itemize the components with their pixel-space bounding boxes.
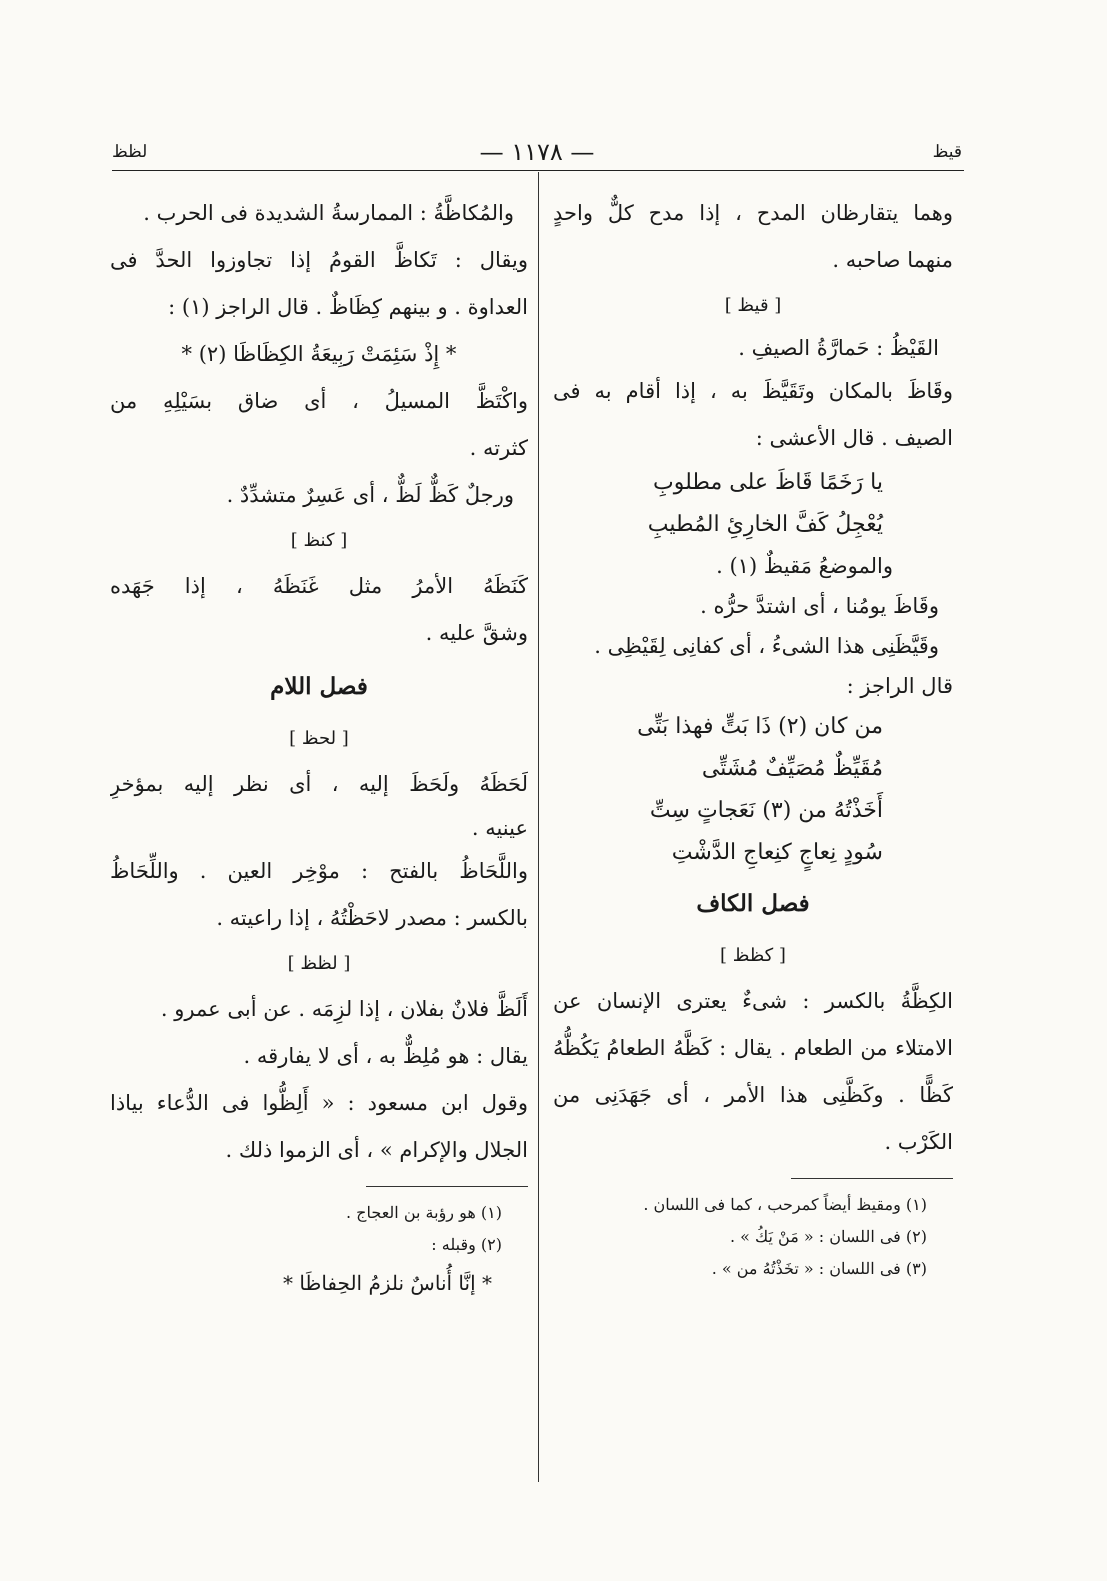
entry-heading: [ كظظ ] xyxy=(720,945,786,966)
header-left-word: لظظ xyxy=(112,142,148,162)
text-line: واللَّحَاظُ بالفتح : موْخِر العين . واللِّحَاظُ xyxy=(110,859,528,883)
text-line: الجلال والإكرام » ، أى الزموا ذلك . xyxy=(225,1138,528,1162)
verse-line: من كان (٢) ذَا بَتٍّ فهذا بَتِّى xyxy=(637,714,883,739)
entry-heading: [ قيظ ] xyxy=(724,295,782,316)
entry-heading: [ لظظ ] xyxy=(287,953,351,974)
text-line: وقَاظَ بالمكان وتَقَيَّظَ به ، إذا أقام به فى xyxy=(553,379,953,403)
text-line: كثرته . xyxy=(469,436,528,460)
left-column xyxy=(110,190,528,1305)
text-line: الكَرْب . xyxy=(884,1130,953,1154)
text-line: وقَيَّظَنِى هذا الشىءُ ، أى كفانِى لِقَيْظِى . xyxy=(594,634,939,658)
text-line: بالكسر : مصدر لاحَظْتُهُ ، إذا راعيته . xyxy=(216,906,528,930)
page-header xyxy=(112,138,962,170)
text-line: الكِظَّةُ بالكسر : شىءٌ يعترى الإنسان عن xyxy=(553,989,953,1013)
text-line: كَظًّا . وكَظَّنِى هذا الأمر ، أى جَهَدَنِى من xyxy=(553,1083,953,1107)
footnote: (١) هو رؤبة بن العجاج . xyxy=(346,1203,502,1222)
text-line: ورجلٌ كَظٌّ لَظٌّ ، أى عَسِرٌ متشدِّدٌ . xyxy=(226,483,514,507)
text-line: ويقال : تَكاظَّ القومُ إذا تجاوزوا الحدَّ فى xyxy=(110,248,528,272)
text-line: وقَاظَ يومُنا ، أى اشتدَّ حرُّه . xyxy=(700,594,939,618)
page-number: — ١١٧٨ — xyxy=(479,138,595,166)
text-line: القَيْظُ : حَمارَّةُ الصيفِ . xyxy=(738,336,939,360)
text-line: لَحَظَهُ ولَحَظَ إليه ، أى نظر إليه بمؤخرِ xyxy=(110,772,528,796)
header-rule xyxy=(112,170,964,171)
text-line: والمُكاظَّةُ : الممارسةُ الشديدة فى الحرب . xyxy=(143,201,514,225)
footnote: (٢) فى اللسان : « مَنْ يَكُ » . xyxy=(729,1227,927,1246)
right-column xyxy=(553,190,953,1285)
verse-line: يُعْجِلُ كَفَّ الخارِئِ المُطيبِ xyxy=(647,512,883,537)
section-title: فصل اللام xyxy=(270,673,368,700)
header-right-word: قيظ xyxy=(932,142,962,162)
verse-line: يا رَخَمًا قَاظَ على مطلوبِ xyxy=(653,470,883,495)
entry-heading: [ كنظ ] xyxy=(290,530,348,551)
footnote: (٢) وقبله : xyxy=(431,1235,502,1254)
text-line: الصيف . قال الأعشى : xyxy=(755,426,953,450)
text-line: الامتلاء من الطعام . يقال : كَظَّهُ الطعامُ يَكُظُّهُ xyxy=(553,1036,953,1060)
text-line: وقول ابن مسعود : « أَلِظُّوا فى الدُّعاء بياذا xyxy=(110,1091,528,1115)
footnote-rule xyxy=(366,1186,528,1187)
text-line: يقال : هو مُلِظٌّ به ، أى لا يفارقه . xyxy=(243,1044,528,1068)
text-line: أَلَظَّ فلانٌ بفلان ، إذا لزِمَه . عن أبى عمرو . xyxy=(160,997,528,1021)
entry-heading: [ لحظ ] xyxy=(289,728,349,749)
verse-line: مُقَيِّظٌ مُصَيِّفٌ مُشَتِّى xyxy=(701,756,883,781)
footnote-rule xyxy=(791,1178,953,1179)
verse-line: أَخَذْتُهُ من (٣) نَعَجاتٍ سِتِّ xyxy=(649,798,883,823)
section-title: فصل الكاف xyxy=(696,890,810,917)
column-divider xyxy=(538,172,539,1482)
text-line: العداوة . و بينهم كِظَاظٌ . قال الراجز (١) : xyxy=(168,295,528,319)
text-line: وهما يتقارظان المدح ، إذا مدح كلٌّ واحدٍ xyxy=(553,201,953,225)
text-line: واكْتَظَّ المسيلُ ، أى ضاق بسَيْلِهِ من xyxy=(110,389,528,413)
verse-line: * إِذْ سَئِمَتْ رَبِيعَةُ الكِظَاظَا (٢) * xyxy=(181,342,457,366)
footnote-verse: * إنَّا أُناسٌ نلزمُ الحِفاظَا * xyxy=(282,1271,492,1295)
text-line: عينيه . xyxy=(471,816,528,840)
text-line: وشقَّ عليه . xyxy=(425,621,528,645)
text-line: والموضعُ مَقيظٌ (١) . xyxy=(716,554,893,578)
footnote: (١) ومقيظ أيضاً كمرحب ، كما فى اللسان . xyxy=(643,1195,927,1214)
text-line: كَنَظَهُ الأمرُ مثل غَنَظَهُ ، إذا جَهَده xyxy=(110,574,528,598)
footnote: (٣) فى اللسان : « تخَذْتُهُ من » . xyxy=(711,1259,927,1278)
verse-line: سُودٍ نِعاجٍ كنِعاجِ الدَّشْتِ xyxy=(671,840,883,865)
text-line: منهما صاحبه . xyxy=(832,248,953,272)
text-line: قال الراجز : xyxy=(846,674,953,698)
